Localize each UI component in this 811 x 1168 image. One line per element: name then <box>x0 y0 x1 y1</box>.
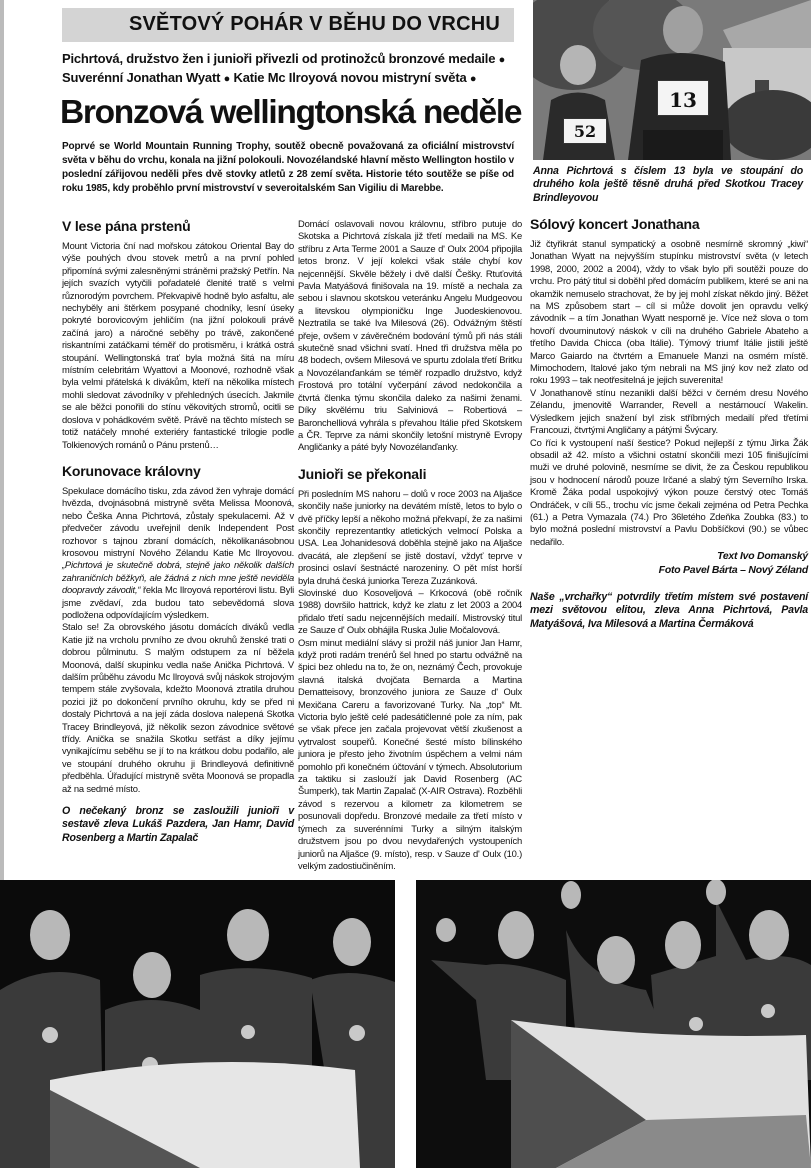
credit-text: Text Ivo Domanský <box>717 551 808 563</box>
paragraph: Již čtyřikrát stanul sympatický a osobně nesmírně skromný „kiwi“ Jonathan Wyatt na nejvyšším stupínku mistrovství světa (v letech 1998, 2000, 2002 a 2004), vždy to však bylo při soutěži pouze do vrchu. Pro pátý titul si doběhl před domácím publikem, které se ani na okamžik nemuselo strachovat, že by jej mohl získat někdo jiný. Běžet na MS způsobem start – cíl si může dovolit jen opravdu velký závodník – a tím Jonathan Wyatt nesporně je. Více než slova o tom hovoří dvouminutový náskok v cíli na druhého Gabriele Abateho a třetího Davida Chicca (oba Itálie). Týmový triumf Itálie jistili ještě Marco Gaiardo na čtvrtém a Emanuele Manzi na osmém místě. Mimochodem, Italové jako tým nebrali na MS jiný kov než zlato od roku 1993 – tak neotřesitelná je jejich suverenita! <box>530 238 808 386</box>
paragraph: Při posledním MS nahoru – dolů v roce 2003 na Aljašce skončily naše juniorky na devátém místě, letos to bylo o dvě příčky lepší a někoho možná překvapí, že za našimi skončily reprezentantky atletických velmocí Polska a USA. Lea Johanidesová doběhla stejně jako na Aljašce dvacátá, ale zlepšení se jistě dostaví, vždyť teprve v prosinci oslaví šestnácté narozeniny. O pět míst horší byla druhá česká juniorka Tereza Zuzánková. <box>298 487 522 586</box>
paragraph: V Jonathanově stínu nezanikli další běžci v černém dresu Nového Zélandu, jmenovitě Warrander, Revell a nestárnoucí Wakelin. Výsledkem jejich snažení byl zisk stříbrných medailí před třetími Francouzi, čtvrtými Angličany a pátými Švýcary. <box>530 386 808 436</box>
headline: Bronzová wellingtonská neděle <box>60 94 522 131</box>
kicker-line-2a: Suverénní Jonathan Wyatt <box>62 70 221 85</box>
lead-paragraph: Poprvé se World Mountain Running Trophy, soutěž obecně považovaná za oficiální mistrovství světa v běhu do vrchu, konala na jižní polokouli. Novozélandské hlavní město Wellington hostilo v poslední zářijovou neděli přes dvě stovky atletů z 28 zemí světa. Historie této soutěže se píše od roku 1985, kdy proběhlo první mistrovství v severoitalském San Vigiliu di Marebbe. <box>62 141 515 194</box>
subheading-korunovace: Korunovace královny <box>62 462 201 479</box>
photo-juniors <box>0 880 395 1168</box>
section-banner <box>62 8 514 42</box>
bib-52: 52 <box>563 118 607 144</box>
column-2 <box>298 218 522 878</box>
column-3 <box>530 216 808 878</box>
subheading-juniori: Junioři se překonali <box>298 465 427 482</box>
paragraph: Osm minut mediální slávy si prožil náš junior Jan Hamr, když proti radám trenérů šel hned po startu odvážně na špici bez ohledu na to, že on, neznámý Čech, provokuje slavná italská dvojčata Bernarda a Martina Dematteisovy, bronzového juniora ze Sauze d' Oulx Mexičana Careru a favorizované Turky. Na „top“ Mt. Victoria bylo ještě celé padesátičlenné pole za ním, pak se však přece jen začala projevovat větší zkušenost a vytrvalost soupeřů. Konečné šesté místo bílinského juniora je přesto jeho životním úspěchem a velmi nám pomohlo při konečném účtování v týmech. Absolutorium za taktiku si zaslouží jak David Rosenberg (AC Šumperk), tak Martin Zapalač (X-AIR Ostrava). Rozběhli závod s rezervou a kilometr za kilometrem se posunovali dopředu. Bronzové medaile za třetí místo v týmech za suverénními Turky a silným italským družstvem jsou po dvou nevydařených vystoupeních juniorů na Aljašce (9. místo), resp. v Sauze d' Oulx (10.) velkým zadostiučiněním. <box>298 636 522 871</box>
kicker <box>62 50 524 88</box>
women-illustration <box>416 880 811 1168</box>
quote: „Pichrtová je skutečně dobrá, stejně jako několik dalších zahraničních běžkyň, ale žádná z nich mne ještě neviděla doopravdy závodit,“ <box>62 559 294 596</box>
bullet-icon: ● <box>498 54 506 66</box>
juniors-illustration <box>0 880 395 1168</box>
photo-women <box>416 880 811 1168</box>
photo-runners <box>533 0 811 160</box>
paragraph-text: řekla Mc Ilroyová reportérovi listu. Byli jsme zvědaví, zda budou tato sebevědomá slova podložena odpovídajícím výsledkem. <box>62 584 294 620</box>
caption-women: Naše „vrchařky“ potvrdily třetím místem své postavení mezi světovou elitou, zleva Anna Pichrtová, Pavla Matyášová, Iva Milesová a Martina Čermáková <box>530 590 808 630</box>
paragraph: Slovinské duo Kosoveljová – Krkocová (obě ročník 1988) dovršilo hattrick, když ke zlatu z let 2003 a 2004 přidalo třetí sadu nejcennějších medailí. Mistrovský titul ze Sauze d' Oulx obhájila Ruska Julie Močalovová. <box>298 586 522 636</box>
bullet-icon: ● <box>223 73 231 85</box>
column-1 <box>62 218 294 878</box>
paragraph: Co říci k vystoupení naší šestice? Pokud nejlepší z týmu Jirka Žák obsadil až 42. místo a všichni ostatní skončili mezi 105 finišujícími muži ve druhé polovině, nesmíme se divit, že za Českou republikou jsou v hodnocení národů pouze Irčané a slabý tým Severního Irska. Kromě Žáka podal uspokojivý výkon pouze čerstvý otec Tomáš Ondráček, v cíli 55., trochu víc jsme čekali zejména od Petra Pechka (61.) a Petra Vymazala (74.) Pro 36letého Zdeňka Zoubka (83.) to bylo možná poslední mistrovství a Pavlu Dobšíčkovi (90.) se vůbec nedařilo. <box>530 436 808 547</box>
paragraph-text: Spekulace domácího tisku, zda závod žen vyhraje domácí hvězda, dvojnásobná mistryně světa Melissa Moonová, nebo Češka Anna Pichrtová, zůstaly spekulacemi. Až v předvečer závodu uveřejnil deník Independent Post rozhovor s tajnou zbraní domácích, několikanásobnou krosovou mistryní Nového Zélandu Katie Mc Ilroyovou. <box>62 484 294 558</box>
bullet-icon: ● <box>469 73 477 85</box>
page-edge <box>0 0 4 880</box>
paragraph: Stalo se! Za obrovského jásotu domácích diváků vedla Katie již na vrcholu prvního ze dvou okruhů ženské trati o dobrou půlminutu. S malým odstupem za ní běžela Moonová, další skupinku vedla naše Anička Pichrtová. V dalším průběhu závodu Mc Ilroyová svůj náskok strojovým tempem stále zvyšovala, kdežto Moonová ztratila druhou pozici již po dokončení prvního okruhu, kdy se před ni dostaly Pichrtová a na její záda doslova nalepená Skotka Tracey Brindleyová, již několik sezon závodnice světové třídy. Anička se snažila Skotku setřást a díky jejímu vynikajícímu seběhu se jí to na krátkou dobu podařilo, ale ve stoupání druhého okruhu ji Brindleyová definitivně předběhla. Úřadující mistryně světa Moonová se propadla až na sedmé místo. <box>62 621 294 794</box>
section-title: SVĚTOVÝ POHÁR V BĚHU DO VRCHU <box>128 13 500 35</box>
caption-juniors: O nečekaný bronz se zasloužili junioři v sestavě zleva Lukáš Pazdera, Jan Hamr, David Rosenberg a Martin Zapalač <box>62 805 294 844</box>
caption-top-photo: Anna Pichrtová s číslem 13 byla ve stoupání do druhého kola ještě těsně druhá před Skotkou Tracey Brindleyovou <box>533 165 803 204</box>
kicker-line-2b: Katie Mc Ilroyová novou mistryní světa <box>233 70 467 85</box>
kicker-line-1: Pichrtová, družstvo žen i junioři přivezli od protinožců bronzové medaile <box>62 51 496 66</box>
subheading-solovy: Sólový koncert Jonathana <box>530 216 700 232</box>
credit-photo: Foto Pavel Bárta – Nový Zéland <box>658 564 808 576</box>
paragraph <box>62 485 294 621</box>
paragraph: Domácí oslavovali novou královnu, stříbro putuje do Skotska a Pichrtová získala již třetí medaili na MS. Ke stříbru z Arta Terme 2001 a Sauze d' Oulx 2004 připojila letos bronz. V její kolekci však stále chybí kov nejcennější. Skvěle běžely i dvě další Češky. Rtuťovitá Pavla Matyášová finišovala na 19. místě a nechala za sebou i slavnou skotskou veteránku Angelu Mudgeovou a litevskou olympioničku Inge Juodeskienovou. Neztratila se také Iva Milesová (26). Odvážným štěstí přeje, ovšem v závěrečném bodování týmů při nás stáli skutečně snad všichni svatí. Hned tři družstva měla po 48 bodech, ovšem Milesová ve spurtu zdolala třetí Britku a Novozélanďankám se téměř rozpadlo družstvo, když Frostová pro totální vyčerpání závod nedokončila a čtvrtá členka týmu skončila daleko za našimi ženami. Díky skvělému triu Salviniová – Robertiová – Baronchelliová vyhrála s převahou Itálie před Skotskem a ČR. Teprve za námi skončily letošní mistryně Evropy Angličanky a páté byly Novozélanďanky. <box>298 218 522 453</box>
subheading-v-lese: V lese pána prstenů <box>62 218 191 234</box>
bib-13: 13 <box>657 80 709 116</box>
paragraph: Mount Victoria ční nad mořskou zátokou Oriental Bay do výše pouhých dvou stovek metrů a na první pohled připomíná svými zalesněnými stráněmi pražský Petřín. Na jejích svazích vytyčili pořadatelé členité tratě s velmi různorodým povrchem. Překvapivě hodně bylo asfaltu, ale nechyběly ani štěrkem posypané chodníky, lesní úseky pokryté borovicovým jehličím (na jižní polokouli právě začíná jaro) a náročné seběhy po trávě, zakončené riskantními zatáčkami téměř do protisměru, i krátká ostrá stoupání. Wellingtonská trať byla možná šitá na míru místním celebritám Wyattovi a Moonové, rozhodně však byla velmi přátelská k divákům, kteří na několika místech mohli sledovat závodníky v přehledných úsecích. Jakmile se ale běžci ponořili do stínu věkovitých stromů, ocitli se doslova v pohádkovém světě. Právě na těchto místech se totiž natáčely mnohé exteriéry fantastické trilogie podle Tolkienových románů o Pánu prstenů… <box>62 240 294 450</box>
